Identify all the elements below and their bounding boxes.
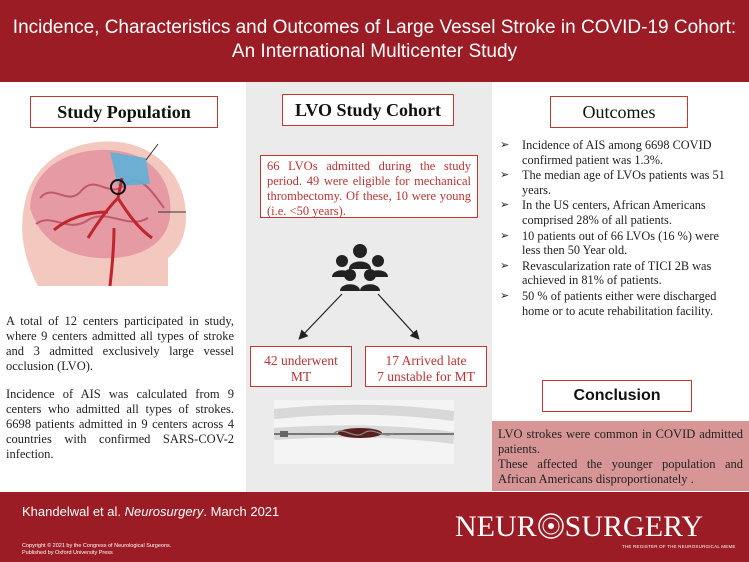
- left-paragraph-2: Incidence of AIS was calculated from 9 centers who admitted all types of strokes. 6698 patients admitted in 9 centers across 4 countries with confirmed SARS-COV-2 infection.: [6, 387, 234, 461]
- citation-authors: Khandelwal et al.: [22, 504, 125, 519]
- study-population-title: Study Population: [30, 96, 218, 128]
- outcomes-list: [500, 138, 740, 319]
- underwent-mt-line1: 42 underwent: [264, 353, 338, 368]
- outcome-item: [500, 198, 740, 227]
- arrow-bullet-icon: ➢: [500, 169, 510, 182]
- outcome-item: [500, 229, 740, 258]
- conclusion-title: Conclusion: [542, 380, 692, 412]
- header-banner: [0, 0, 749, 82]
- citation: [22, 504, 279, 519]
- arrow-bullet-icon: ➢: [500, 289, 510, 302]
- not-treated-line1: 17 Arrived late: [385, 353, 467, 368]
- conclusion-box: [492, 421, 749, 491]
- copyright-line-1: Copyright © 2021 by the Congress of Neurological Surgeons.: [22, 543, 172, 549]
- arrow-bullet-icon: ➢: [500, 199, 510, 212]
- outcome-item: [500, 138, 740, 167]
- underwent-mt-line2: MT: [290, 369, 312, 384]
- title-line-2: An International Multicenter Study: [231, 41, 518, 62]
- outcome-item: [500, 289, 740, 318]
- outcome-text: Incidence of AIS among 6698 COVID confirmed patient was 1.3%.: [522, 138, 712, 167]
- thrombectomy-device-image: [274, 400, 454, 464]
- lvo-cohort-title: LVO Study Cohort: [282, 94, 454, 126]
- citation-journal: Neurosurgery: [124, 504, 204, 519]
- arrow-bullet-icon: ➢: [500, 229, 510, 242]
- outcome-text: In the US centers, African Americans comprised 28% of all patients.: [522, 198, 706, 227]
- cohort-description-box: 66 LVOs admitted during the study period. 49 were eligible for mechanical thrombectomy. Of these, 10 were young (i.e. <50 years).: [260, 155, 478, 218]
- footer-banner: [0, 492, 749, 562]
- cohort-split-arrows: [290, 290, 430, 346]
- people-group-icon: [330, 241, 390, 297]
- arrow-bullet-icon: ➢: [500, 139, 510, 151]
- outcome-item: [500, 168, 740, 197]
- outcome-text: 50 % of patients either were discharged home or to acute rehabilitation facility.: [522, 288, 717, 318]
- underwent-mt-box: [250, 346, 352, 387]
- conclusion-text-1: LVO strokes were common in COVID admitted patients.: [498, 427, 743, 456]
- outcomes-title: Outcomes: [550, 96, 688, 128]
- outcome-item: [500, 259, 740, 288]
- not-treated-box: [365, 346, 487, 387]
- copyright: [22, 543, 171, 557]
- brain-illustration: [18, 138, 188, 286]
- left-paragraph-1: A total of 12 centers participated in study, where 9 centers admitted all types of stroke and 3 admitted exclusively large vessel occlusion (LVO).: [6, 314, 234, 373]
- citation-date: . March 2021: [203, 504, 280, 519]
- not-treated-line2: 7 unstable for MT: [377, 369, 475, 384]
- journal-logo: [455, 510, 703, 544]
- title-line-1: Incidence, Characteristics and Outcomes of Large Vessel Stroke in COVID-19 Cohort:: [12, 17, 737, 38]
- logo-text-right: SURGERY: [564, 510, 704, 543]
- outcome-text: 10 patients out of 66 LVOs (16 %) were less then 50 Year old.: [522, 228, 719, 258]
- conclusion-text-2: These affected the younger population and African Americans disproportionately .: [498, 457, 743, 486]
- logo-tagline: THE REGISTER OF THE NEUROSURGICAL MEME: [622, 544, 736, 549]
- arrow-bullet-icon: ➢: [500, 259, 510, 272]
- arrow-left: [300, 294, 342, 338]
- journal-seal-icon: [538, 513, 564, 539]
- logo-text-left: NEUR: [455, 510, 537, 543]
- outcome-text: The median age of LVOs patients was 51 years.: [522, 168, 725, 197]
- arrow-right: [378, 294, 418, 338]
- outcome-text: Revascularization rate of TICI 2B was achieved in 81% of patients.: [522, 258, 712, 288]
- copyright-line-2: Published by Oxford University Press: [22, 550, 113, 556]
